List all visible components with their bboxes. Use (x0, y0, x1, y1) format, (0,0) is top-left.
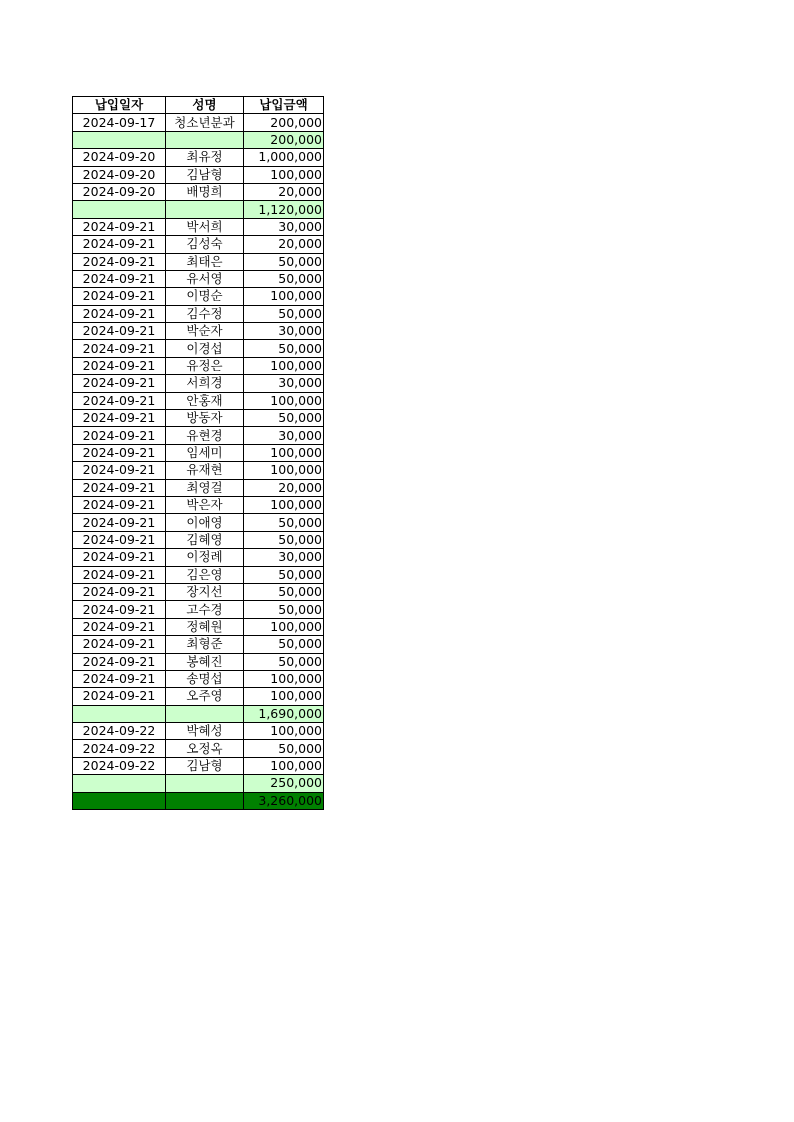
name-cell[interactable]: 정혜원 (166, 618, 244, 635)
name-cell[interactable]: 장지선 (166, 583, 244, 600)
amount-cell[interactable]: 50,000 (244, 410, 324, 427)
date-cell[interactable]: 2024-09-21 (73, 514, 166, 531)
name-cell[interactable]: 방동자 (166, 410, 244, 427)
date-cell[interactable]: 2024-09-20 (73, 183, 166, 200)
date-cell[interactable]: 2024-09-21 (73, 496, 166, 513)
subtotal-row (73, 705, 324, 722)
date-cell[interactable] (73, 201, 166, 218)
amount-cell[interactable]: 100,000 (244, 444, 324, 461)
name-cell[interactable]: 김혜영 (166, 531, 244, 548)
amount-cell[interactable]: 100,000 (244, 288, 324, 305)
date-cell[interactable] (73, 131, 166, 148)
amount-cell[interactable]: 100,000 (244, 618, 324, 635)
table-row (73, 323, 324, 340)
name-cell[interactable]: 서희경 (166, 375, 244, 392)
date-cell[interactable]: 2024-09-21 (73, 218, 166, 235)
date-cell[interactable]: 2024-09-21 (73, 636, 166, 653)
name-cell[interactable]: 임세미 (166, 444, 244, 461)
table-row (73, 218, 324, 235)
amount-cell[interactable]: 100,000 (244, 357, 324, 374)
date-cell[interactable]: 2024-09-21 (73, 392, 166, 409)
amount-cell[interactable]: 1,000,000 (244, 149, 324, 166)
table-row (73, 410, 324, 427)
date-cell[interactable]: 2024-09-21 (73, 653, 166, 670)
amount-cell[interactable]: 50,000 (244, 305, 324, 322)
amount-cell[interactable]: 100,000 (244, 723, 324, 740)
table-row (73, 114, 324, 131)
name-cell[interactable]: 안홍재 (166, 392, 244, 409)
table-row (73, 340, 324, 357)
date-cell[interactable]: 2024-09-21 (73, 531, 166, 548)
name-cell[interactable]: 오주영 (166, 688, 244, 705)
amount-cell[interactable]: 30,000 (244, 427, 324, 444)
table-row (73, 427, 324, 444)
date-cell[interactable]: 2024-09-21 (73, 305, 166, 322)
header-name: 성명 (166, 97, 244, 114)
table-row (73, 723, 324, 740)
name-cell[interactable]: 이애영 (166, 514, 244, 531)
date-cell[interactable]: 2024-09-21 (73, 444, 166, 461)
table-row (73, 253, 324, 270)
name-cell[interactable]: 유현경 (166, 427, 244, 444)
name-cell[interactable]: 봉혜진 (166, 653, 244, 670)
name-cell[interactable]: 박혜성 (166, 723, 244, 740)
name-cell[interactable] (166, 131, 244, 148)
table-row (73, 618, 324, 635)
table-row (73, 740, 324, 757)
donation-table (72, 96, 324, 810)
amount-cell[interactable]: 100,000 (244, 757, 324, 774)
date-cell[interactable] (73, 775, 166, 792)
name-cell[interactable]: 최영걸 (166, 479, 244, 496)
amount-cell[interactable]: 1,120,000 (244, 201, 324, 218)
amount-cell[interactable]: 50,000 (244, 636, 324, 653)
table-row (73, 549, 324, 566)
date-cell[interactable]: 2024-09-22 (73, 757, 166, 774)
name-cell[interactable]: 청소년분과 (166, 114, 244, 131)
table-row (73, 566, 324, 583)
amount-cell[interactable]: 50,000 (244, 253, 324, 270)
amount-cell[interactable]: 50,000 (244, 653, 324, 670)
amount-cell[interactable]: 1,690,000 (244, 705, 324, 722)
amount-cell[interactable]: 50,000 (244, 340, 324, 357)
date-cell[interactable]: 2024-09-21 (73, 270, 166, 287)
table-row (73, 236, 324, 253)
date-cell[interactable] (73, 705, 166, 722)
amount-cell[interactable]: 250,000 (244, 775, 324, 792)
subtotal-row (73, 775, 324, 792)
amount-cell[interactable]: 50,000 (244, 583, 324, 600)
donation-sheet (72, 96, 324, 810)
name-cell[interactable]: 이정례 (166, 549, 244, 566)
table-row (73, 496, 324, 513)
name-cell[interactable] (166, 775, 244, 792)
date-cell[interactable]: 2024-09-21 (73, 618, 166, 635)
date-cell[interactable]: 2024-09-20 (73, 166, 166, 183)
name-cell[interactable]: 유서영 (166, 270, 244, 287)
name-cell[interactable]: 이경섭 (166, 340, 244, 357)
table-row (73, 444, 324, 461)
name-cell[interactable]: 김은영 (166, 566, 244, 583)
name-cell[interactable]: 김남형 (166, 757, 244, 774)
name-cell[interactable]: 배명희 (166, 183, 244, 200)
name-cell[interactable]: 송명섭 (166, 670, 244, 687)
table-row (73, 653, 324, 670)
name-cell[interactable]: 김남형 (166, 166, 244, 183)
amount-cell[interactable]: 30,000 (244, 323, 324, 340)
table-row (73, 270, 324, 287)
table-row (73, 531, 324, 548)
table-row (73, 688, 324, 705)
date-cell[interactable]: 2024-09-21 (73, 253, 166, 270)
table-row (73, 479, 324, 496)
name-cell[interactable]: 박순자 (166, 323, 244, 340)
date-cell[interactable]: 2024-09-20 (73, 149, 166, 166)
name-cell[interactable]: 박서희 (166, 218, 244, 235)
date-cell[interactable]: 2024-09-21 (73, 375, 166, 392)
amount-cell[interactable]: 50,000 (244, 566, 324, 583)
amount-cell[interactable]: 200,000 (244, 114, 324, 131)
amount-cell[interactable]: 50,000 (244, 740, 324, 757)
table-row (73, 583, 324, 600)
name-cell[interactable]: 최유정 (166, 149, 244, 166)
date-cell[interactable]: 2024-09-21 (73, 566, 166, 583)
name-cell[interactable]: 오정옥 (166, 740, 244, 757)
date-cell[interactable]: 2024-09-21 (73, 236, 166, 253)
name-cell[interactable]: 유재현 (166, 462, 244, 479)
date-cell[interactable]: 2024-09-21 (73, 410, 166, 427)
grand-total-row (73, 792, 324, 809)
date-cell[interactable]: 2024-09-21 (73, 462, 166, 479)
date-cell[interactable]: 2024-09-21 (73, 427, 166, 444)
table-row (73, 601, 324, 618)
name-cell[interactable]: 김수정 (166, 305, 244, 322)
date-cell[interactable]: 2024-09-21 (73, 323, 166, 340)
table-row (73, 375, 324, 392)
amount-cell[interactable]: 100,000 (244, 496, 324, 513)
table-row (73, 670, 324, 687)
date-cell[interactable]: 2024-09-21 (73, 688, 166, 705)
table-row (73, 166, 324, 183)
amount-cell[interactable]: 50,000 (244, 270, 324, 287)
name-cell[interactable]: 고수경 (166, 601, 244, 618)
name-cell[interactable]: 김성숙 (166, 236, 244, 253)
amount-cell[interactable]: 20,000 (244, 479, 324, 496)
subtotal-row (73, 131, 324, 148)
date-cell[interactable]: 2024-09-21 (73, 479, 166, 496)
date-cell[interactable]: 2024-09-21 (73, 670, 166, 687)
table-row (73, 305, 324, 322)
table-row (73, 462, 324, 479)
subtotal-row (73, 201, 324, 218)
amount-cell[interactable]: 50,000 (244, 531, 324, 548)
name-cell[interactable]: 이명순 (166, 288, 244, 305)
amount-cell[interactable]: 100,000 (244, 670, 324, 687)
amount-cell[interactable]: 30,000 (244, 549, 324, 566)
date-cell[interactable] (73, 792, 166, 809)
amount-cell[interactable]: 100,000 (244, 462, 324, 479)
date-cell[interactable]: 2024-09-22 (73, 723, 166, 740)
date-cell[interactable]: 2024-09-21 (73, 549, 166, 566)
amount-cell[interactable]: 200,000 (244, 131, 324, 148)
name-cell[interactable] (166, 792, 244, 809)
header-amount: 납입금액 (244, 97, 324, 114)
date-cell[interactable]: 2024-09-21 (73, 583, 166, 600)
name-cell[interactable]: 최형준 (166, 636, 244, 653)
table-row (73, 757, 324, 774)
amount-cell[interactable]: 100,000 (244, 166, 324, 183)
name-cell[interactable] (166, 705, 244, 722)
amount-cell[interactable]: 3,260,000 (244, 792, 324, 809)
table-row (73, 149, 324, 166)
name-cell[interactable]: 박은자 (166, 496, 244, 513)
amount-cell[interactable]: 100,000 (244, 688, 324, 705)
amount-cell[interactable]: 100,000 (244, 392, 324, 409)
amount-cell[interactable]: 50,000 (244, 514, 324, 531)
date-cell[interactable]: 2024-09-21 (73, 340, 166, 357)
date-cell[interactable]: 2024-09-17 (73, 114, 166, 131)
amount-cell[interactable]: 50,000 (244, 601, 324, 618)
header-date: 납입일자 (73, 97, 166, 114)
date-cell[interactable]: 2024-09-21 (73, 288, 166, 305)
name-cell[interactable]: 유정은 (166, 357, 244, 374)
name-cell[interactable]: 최태은 (166, 253, 244, 270)
table-body (73, 114, 324, 810)
table-row (73, 392, 324, 409)
header-row (73, 97, 324, 114)
table-row (73, 357, 324, 374)
amount-cell[interactable]: 20,000 (244, 236, 324, 253)
date-cell[interactable]: 2024-09-21 (73, 357, 166, 374)
date-cell[interactable]: 2024-09-21 (73, 601, 166, 618)
table-row (73, 514, 324, 531)
amount-cell[interactable]: 30,000 (244, 375, 324, 392)
date-cell[interactable]: 2024-09-22 (73, 740, 166, 757)
table-row (73, 183, 324, 200)
amount-cell[interactable]: 20,000 (244, 183, 324, 200)
amount-cell[interactable]: 30,000 (244, 218, 324, 235)
name-cell[interactable] (166, 201, 244, 218)
table-row (73, 288, 324, 305)
table-row (73, 636, 324, 653)
